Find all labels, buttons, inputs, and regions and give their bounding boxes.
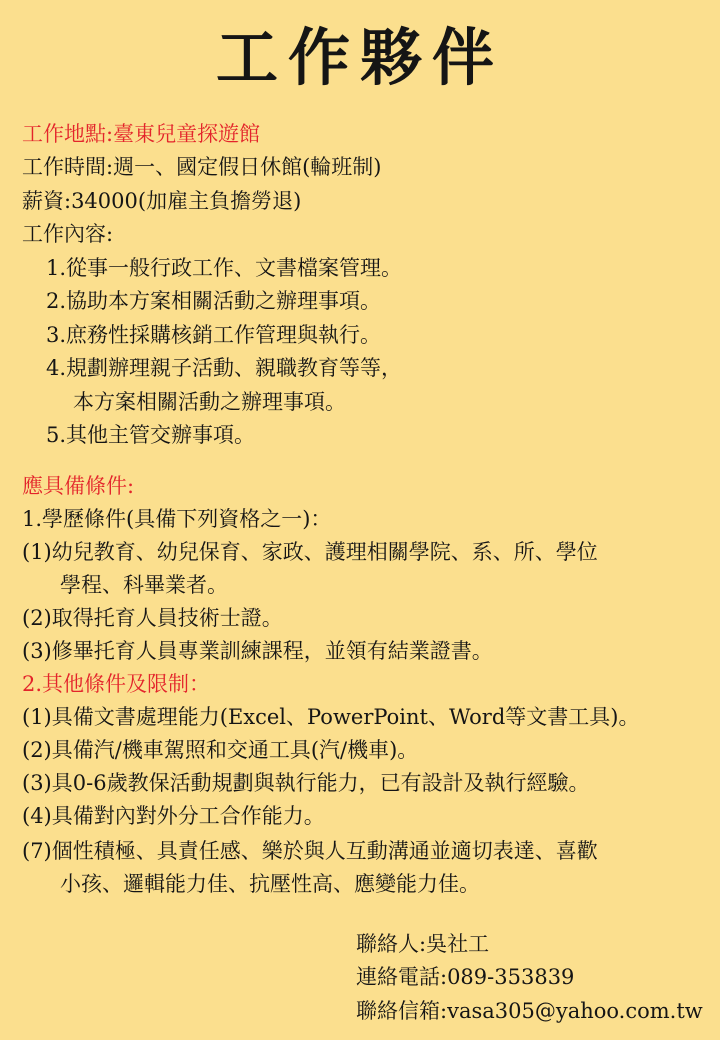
- education-item: (1)幼兒教育、幼兒保育、家政、護理相關學院、系、所、學位: [22, 540, 598, 564]
- other-requirement-item: (2)具備汽/機車駕照和交通工具(汽/機車)。: [22, 738, 419, 762]
- other-requirement-item: (7)個性積極、具責任感、樂於與人互動溝通並適切表達、喜歡: [22, 839, 598, 863]
- other-requirements-header: 2.其他條件及限制：: [22, 672, 211, 696]
- contact-phone: 連絡電話:089-353839: [356, 965, 575, 989]
- duty-item: 1.從事一般行政工作、文書檔案管理。: [46, 256, 403, 280]
- contact-person: 聯絡人:吳社工: [356, 932, 490, 956]
- duty-item: 4.規劃辦理親子活動、親職教育等等，: [46, 356, 403, 380]
- job-hours: 工作時間:週一、國定假日休館(輪班制): [22, 155, 382, 179]
- job-content-header: 工作內容:: [22, 222, 114, 246]
- duty-item: 2.協助本方案相關活動之辦理事項。: [46, 289, 382, 313]
- other-requirement-item: (4)具備對內對外分工合作能力。: [22, 804, 325, 828]
- education-item: (3)修畢托育人員專業訓練課程，並領有結業證書。: [22, 639, 493, 663]
- job-salary: 薪資:34000(加雇主負擔勞退): [22, 189, 302, 213]
- duty-item: 5.其他主管交辦事項。: [46, 423, 256, 447]
- education-item: (2)取得托育人員技術士證。: [22, 606, 283, 630]
- duty-item: 3.庶務性採購核銷工作管理與執行。: [46, 323, 382, 347]
- education-item-continuation: 學程、科畢業者。: [60, 573, 228, 597]
- requirements-header: 應具備條件:: [22, 474, 135, 498]
- other-requirement-item-continuation: 小孩、邏輯能力佳、抗壓性高、應變能力佳。: [60, 872, 480, 896]
- education-header: 1.學歷條件(具備下列資格之一)：: [22, 507, 332, 531]
- duty-item-continuation: 本方案相關活動之辦理事項。: [73, 390, 346, 414]
- other-requirement-item: (3)具0-6歲教保活動規劃與執行能力，已有設計及執行經驗。: [22, 771, 590, 795]
- other-requirement-item: (1)具備文書處理能力(Excel、PowerPoint、Word等文書工具)。: [22, 705, 640, 729]
- contact-email: 聯絡信箱:vasa305@yahoo.com.tw: [356, 999, 703, 1023]
- job-location: 工作地點:臺東兒童探遊館: [22, 122, 261, 146]
- poster-title: 工作夥伴: [215, 21, 504, 94]
